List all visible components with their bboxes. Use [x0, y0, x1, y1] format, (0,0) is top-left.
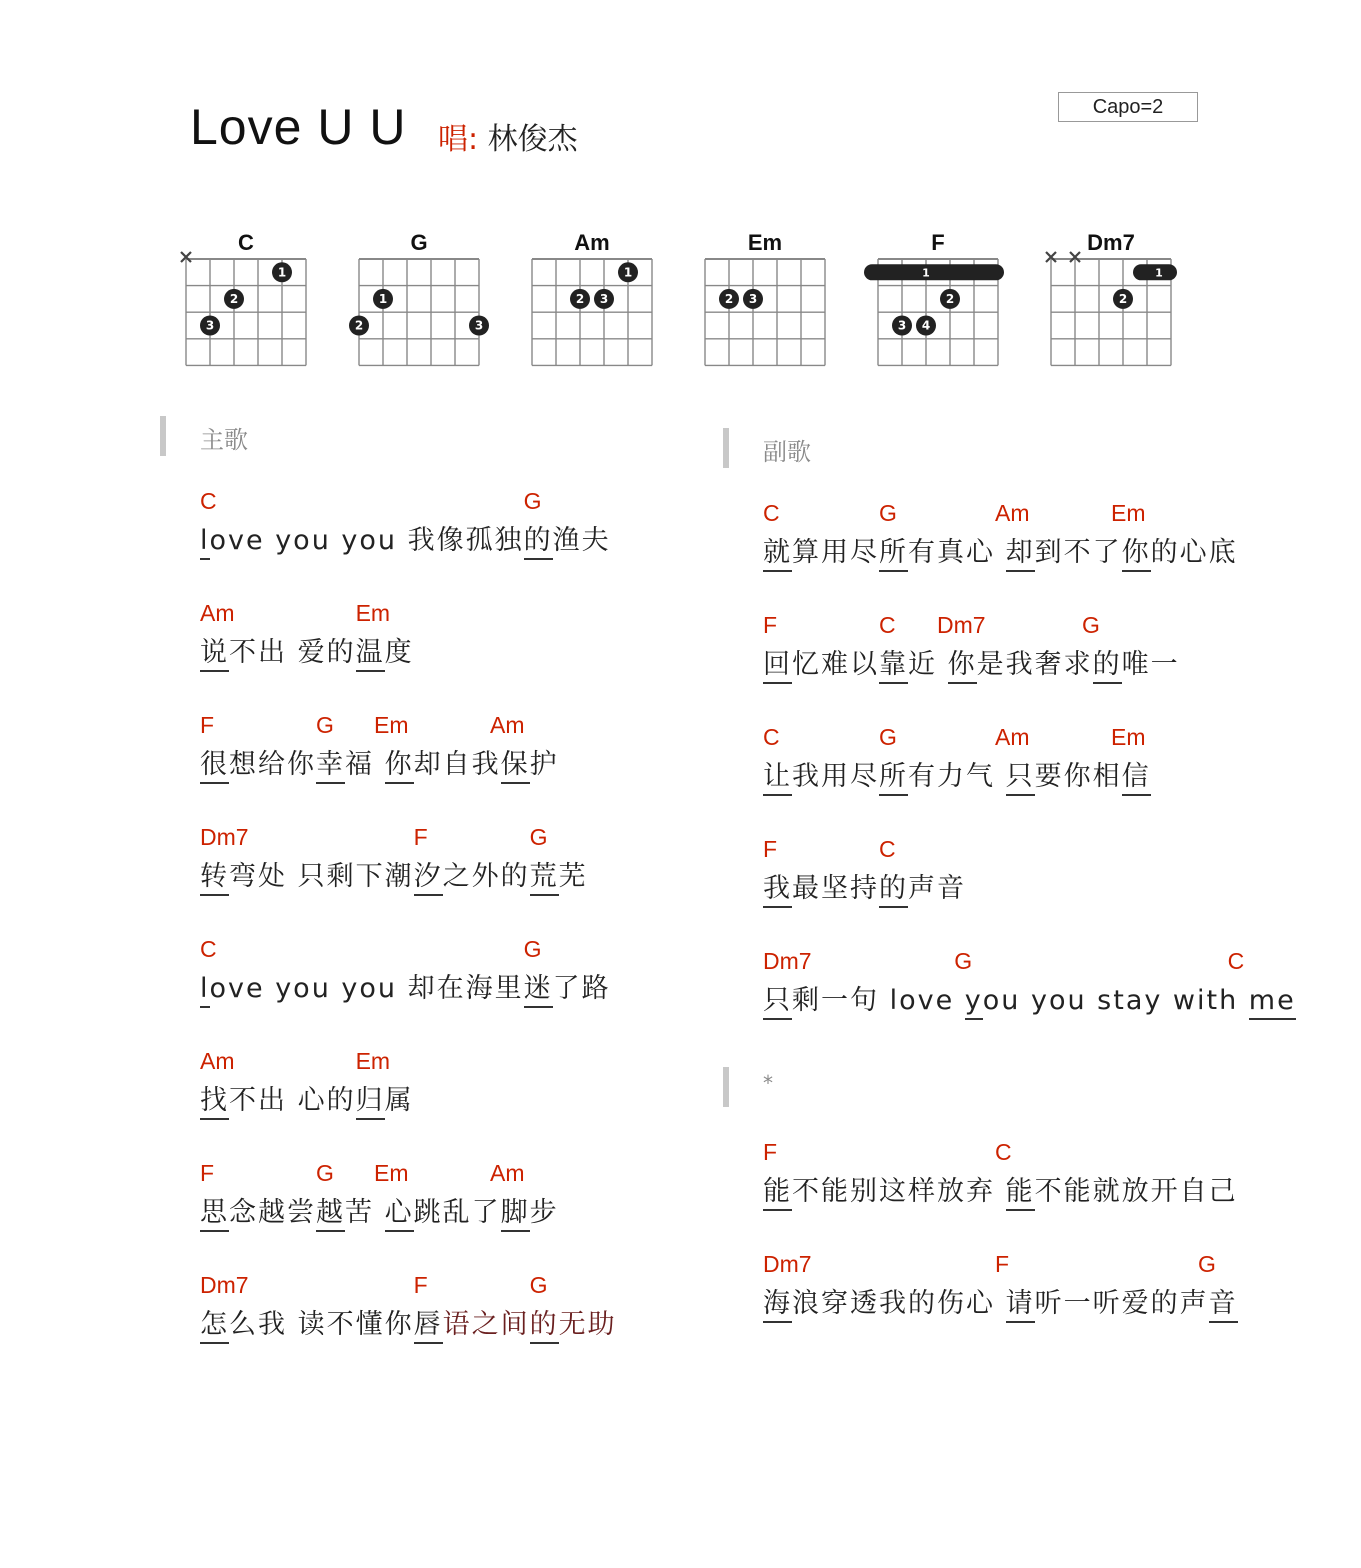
chord-anchor-syllable: 荒 — [530, 861, 559, 896]
chord-anchor-syllable: 所 — [879, 761, 908, 796]
lyric-text — [200, 966, 611, 1005]
lyric-segment: ou you stay with — [982, 985, 1249, 1016]
chord-anchor-syllable: 脚 — [501, 1197, 530, 1232]
lyric-segment: 要你相 — [1034, 761, 1122, 792]
finger-number: 2 — [1118, 291, 1128, 306]
lyric-segment: ove you you 却在海里 — [209, 973, 524, 1004]
lyric-segment: 念越尝 — [229, 1197, 316, 1228]
lyric-segment: 福 — [345, 749, 385, 780]
chord-anchor-syllable: 的 — [879, 873, 908, 908]
chord-symbol: Dm7 — [763, 1251, 812, 1277]
lyric-text — [763, 978, 1296, 1017]
lyric-segment: 么我 读不懂你 — [229, 1309, 414, 1340]
finger-number: 3 — [474, 318, 484, 333]
lyric-segment: 之外的 — [442, 861, 530, 892]
chord-name: Am — [574, 230, 610, 255]
chord-symbol: F — [413, 1272, 428, 1298]
chord-anchor-syllable: 心 — [385, 1197, 414, 1232]
chord-name: Em — [747, 230, 783, 255]
chord-symbol: Am — [200, 600, 235, 626]
lyric-segment: 浪穿透我的伤心 — [792, 1288, 1006, 1319]
lyric-text — [200, 630, 414, 669]
chord-anchor-syllable: 能 — [763, 1176, 792, 1211]
chord-name: F — [931, 230, 945, 255]
lyric-text — [200, 1302, 617, 1341]
chord-anchor-syllable: 保 — [501, 749, 530, 784]
finger-number: 2 — [229, 291, 239, 306]
chord-symbol: C — [879, 836, 896, 862]
chord-anchor-syllable: 能 — [1006, 1176, 1035, 1211]
finger-number: 3 — [748, 291, 758, 306]
lyric-text — [763, 1281, 1238, 1320]
chord-symbol: F — [413, 824, 428, 850]
chord-anchor-syllable: 思 — [200, 1197, 229, 1232]
chord-symbol: G — [529, 824, 548, 850]
finger-number: 2 — [354, 318, 364, 333]
section-bar-verse — [160, 416, 166, 456]
lyric-segment: 的心底 — [1150, 537, 1238, 568]
lyric-segment: 不能别这样放弃 — [792, 1176, 1006, 1207]
lyric-text — [200, 742, 559, 781]
chord-anchor-syllable: 只 — [1006, 761, 1035, 796]
lyric-text — [763, 530, 1238, 569]
lyric-text — [763, 866, 966, 905]
chord-anchor-syllable: 信 — [1122, 761, 1151, 796]
chord-diagram-g — [349, 230, 489, 365]
chord-anchor-syllable: 归 — [356, 1085, 385, 1120]
chord-symbol: C — [879, 612, 896, 638]
chord-anchor-syllable: 靠 — [879, 649, 908, 684]
chord-anchor-syllable: 的 — [530, 1309, 559, 1344]
section-bar-bridge — [723, 1067, 729, 1107]
chord-diagram-c — [181, 230, 306, 365]
lyric-segment: 有力气 — [908, 761, 1006, 792]
section-label-bridge: * — [763, 1071, 773, 1095]
chord-symbol: Am — [995, 500, 1030, 526]
chord-symbol: C — [763, 500, 780, 526]
singer-label: 唱 — [438, 122, 468, 157]
lyric-segment: 想给你 — [229, 749, 316, 780]
chord-symbol: G — [954, 948, 973, 974]
lyric-text — [200, 854, 588, 893]
chord-symbol: C — [200, 488, 217, 514]
lyric-segment: 弯处 只剩下潮 — [229, 861, 414, 892]
finger-number: 2 — [724, 291, 734, 306]
chord-name: G — [410, 230, 428, 255]
finger-number: 1 — [378, 291, 388, 306]
lyric-segment: 步 — [529, 1197, 559, 1228]
chord-diagram-em — [705, 230, 825, 365]
chord-symbol: Em — [1111, 500, 1146, 526]
chord-symbol: Dm7 — [937, 612, 986, 638]
lyric-segment: 跳乱了 — [413, 1197, 501, 1228]
lyric-segment: 是我奢求 — [976, 649, 1093, 680]
singer-name: 林俊杰 — [487, 122, 578, 157]
lyric-segment: 我用尽 — [792, 761, 879, 792]
finger-number: 4 — [921, 318, 931, 333]
lyric-segment: 苦 — [345, 1197, 385, 1228]
section-label-chorus: 副歌 — [763, 438, 811, 466]
chord-anchor-syllable: 唇 — [414, 1309, 443, 1344]
chord-anchor-syllable: l — [200, 973, 210, 1008]
chord-anchor-syllable: 你 — [385, 749, 414, 784]
chord-diagram-dm7 — [1046, 230, 1177, 365]
chord-symbol: G — [879, 500, 897, 526]
chord-symbol: G — [529, 1272, 548, 1298]
chord-symbol: G — [1082, 612, 1100, 638]
chord-symbol: F — [200, 1160, 215, 1186]
chord-symbol: G — [1198, 1251, 1216, 1277]
section-bar-chorus — [723, 428, 729, 468]
chord-symbol: Em — [355, 1048, 391, 1074]
lyric-segment: 不出 爱的 — [229, 637, 356, 668]
lyric-segment: 语之间 — [442, 1309, 530, 1340]
lyric-segment: 剩一句 love — [792, 985, 965, 1016]
lyric-segment: 护 — [529, 749, 559, 780]
chord-symbol: Em — [1111, 724, 1146, 750]
lyric-segment: ove you you 我像孤独 — [209, 525, 524, 556]
chord-symbol: C — [763, 724, 780, 750]
chord-anchor-syllable: y — [965, 985, 983, 1020]
chord-anchor-syllable: 请 — [1006, 1288, 1035, 1323]
chord-diagrams — [0, 0, 1361, 400]
chord-symbol: Dm7 — [200, 824, 249, 850]
chord-anchor-syllable: 怎 — [200, 1309, 229, 1344]
chord-anchor-syllable: me — [1249, 985, 1296, 1020]
chord-anchor-syllable: 温 — [356, 637, 385, 672]
lyric-segment: 近 — [908, 649, 948, 680]
lyric-text — [200, 1078, 414, 1117]
lyric-segment: 不能就放开自己 — [1034, 1176, 1238, 1207]
chord-symbol: Dm7 — [200, 1272, 249, 1298]
lyric-segment: 算用尽 — [792, 537, 879, 568]
lyric-text — [763, 642, 1180, 681]
chord-anchor-syllable: 找 — [200, 1085, 229, 1120]
chord-symbol: F — [763, 612, 778, 638]
section-label-verse: 主歌 — [200, 426, 248, 454]
chord-symbol: Em — [355, 600, 391, 626]
chord-anchor-syllable: 迷 — [524, 973, 553, 1008]
chord-symbol: G — [523, 488, 542, 514]
lyric-text — [763, 754, 1151, 793]
finger-number: 1 — [623, 265, 633, 280]
chord-symbol: F — [995, 1251, 1010, 1277]
finger-number: 3 — [205, 318, 215, 333]
lyric-text — [200, 1190, 559, 1229]
chord-anchor-syllable: 回 — [763, 649, 792, 684]
chord-symbol: G — [523, 936, 542, 962]
chord-name: Dm7 — [1087, 230, 1135, 255]
lyric-segment: 度 — [384, 637, 414, 668]
barre-bar — [864, 264, 1004, 280]
chord-symbol: G — [316, 712, 334, 738]
lyric-segment: 却自我 — [413, 749, 501, 780]
capo-badge: Capo=2 — [1058, 92, 1198, 122]
chord-anchor-syllable: 你 — [1122, 537, 1151, 572]
chord-symbol: Em — [374, 1160, 409, 1186]
lyric-segment: 听一听爱的声 — [1034, 1288, 1209, 1319]
barre-finger-number: 1 — [922, 266, 930, 280]
chord-anchor-syllable: 我 — [763, 873, 792, 908]
chord-anchor-syllable: 就 — [763, 537, 792, 572]
song-title: Love U U — [190, 99, 407, 155]
chord-anchor-syllable: 幸 — [316, 749, 345, 784]
chord-anchor-syllable: 却 — [1006, 537, 1035, 572]
finger-number: 3 — [897, 318, 907, 333]
chord-anchor-syllable: 只 — [763, 985, 792, 1020]
lyric-segment: 了路 — [552, 973, 611, 1004]
chord-anchor-syllable: 的 — [1093, 649, 1122, 684]
lyric-segment: 忆难以 — [792, 649, 879, 680]
lyric-segment: 无助 — [558, 1309, 617, 1340]
chord-anchor-syllable: 的 — [524, 525, 553, 560]
lyric-segment: 声音 — [908, 873, 966, 904]
chord-symbol: C — [200, 936, 217, 962]
chord-symbol: Am — [200, 1048, 235, 1074]
finger-number: 2 — [575, 291, 585, 306]
chord-anchor-syllable: 转 — [200, 861, 229, 896]
chord-anchor-syllable: 很 — [200, 749, 229, 784]
chord-diagram-am — [532, 230, 652, 365]
chord-symbol: G — [879, 724, 897, 750]
chord-diagram-f — [864, 230, 1004, 365]
chord-symbol: Am — [490, 1160, 525, 1186]
lyric-text — [763, 1169, 1238, 1208]
finger-number: 2 — [945, 291, 955, 306]
lyric-segment: 属 — [384, 1085, 414, 1116]
chord-anchor-syllable: 所 — [879, 537, 908, 572]
chord-symbol: F — [200, 712, 215, 738]
chord-anchor-syllable: 你 — [948, 649, 977, 684]
lyric-text — [200, 518, 611, 557]
lyric-segment: 不出 心的 — [229, 1085, 356, 1116]
chord-symbol: F — [763, 1139, 778, 1165]
chord-symbol: C — [995, 1139, 1012, 1165]
singer-separator: : — [468, 122, 488, 157]
barre-finger-number: 1 — [1155, 266, 1163, 280]
chord-anchor-syllable: 说 — [200, 637, 229, 672]
chord-anchor-syllable: 越 — [316, 1197, 345, 1232]
chord-anchor-syllable: l — [200, 525, 210, 560]
chord-anchor-syllable: 海 — [763, 1288, 792, 1323]
chord-symbol: G — [316, 1160, 334, 1186]
lyric-segment: 到不了 — [1034, 537, 1122, 568]
chord-symbol: Em — [374, 712, 409, 738]
finger-number: 1 — [277, 265, 287, 280]
chord-symbol: F — [763, 836, 778, 862]
chord-symbol: Am — [490, 712, 525, 738]
lyric-segment: 唯一 — [1121, 649, 1180, 680]
lyric-segment: 渔夫 — [552, 525, 611, 556]
chord-anchor-syllable: 音 — [1209, 1288, 1238, 1323]
chord-name: C — [238, 230, 254, 255]
chord-symbol: Dm7 — [763, 948, 812, 974]
chord-anchor-syllable: 让 — [763, 761, 792, 796]
chord-anchor-syllable: 汐 — [414, 861, 443, 896]
lyric-segment: 有真心 — [908, 537, 1006, 568]
chord-symbol: C — [1227, 948, 1245, 974]
chord-symbol: Am — [995, 724, 1030, 750]
finger-number: 3 — [599, 291, 609, 306]
lyric-segment: 最坚持 — [792, 873, 879, 904]
lyric-segment: 芜 — [558, 861, 588, 892]
